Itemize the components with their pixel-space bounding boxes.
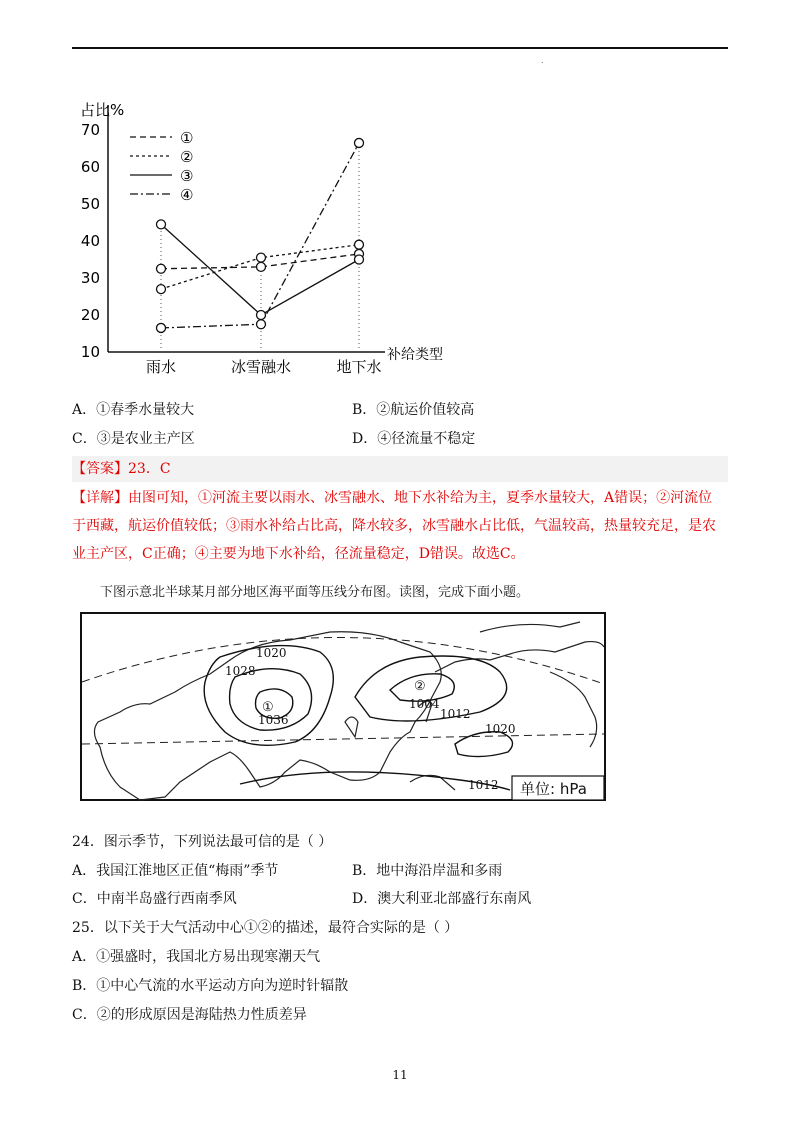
data-point: [257, 320, 266, 329]
center-label-1: ①: [262, 700, 274, 715]
q24-option-d: D．澳大利亚北部盛行东南风: [352, 891, 532, 907]
y-tick-label: 40: [80, 232, 100, 250]
q24-option-a: A．我国江淮地区正值“梅雨”季节: [72, 863, 279, 879]
q25-option-c: C．②的形成原因是海陆热力性质差异: [72, 1007, 307, 1023]
isobar-label-1004: 1004: [409, 697, 440, 711]
x-tick-label: 冰雪融水: [230, 358, 292, 376]
isobar-label-1036: 1036: [258, 713, 289, 727]
x-tick-label: 雨水: [145, 358, 177, 376]
answer-value: 23．C: [128, 461, 171, 477]
data-point: [355, 138, 364, 147]
page-number: 11: [392, 1068, 408, 1082]
data-point: [157, 285, 166, 294]
q23-option-d: D．④径流量不稳定: [352, 431, 476, 447]
isobar-map: [80, 612, 606, 802]
y-axis-label: 占比%: [80, 101, 125, 119]
data-point: [157, 264, 166, 273]
q25-option-a: A．①强盛时，我国北方易出现寒潮天气: [72, 949, 321, 965]
detail-label: 【详解】: [72, 490, 128, 506]
x-axis-label: 补给类型: [387, 347, 443, 363]
legend-label: ④: [180, 186, 194, 204]
detail-text-1: 由图可知，①河流主要以雨水、冰雪融水、地下水补给为主，夏季水量较大，A错误；②河流位: [128, 490, 713, 506]
header-mark: .: [541, 56, 544, 65]
detail-paragraph: [72, 484, 728, 568]
center-label-2: ②: [414, 679, 426, 694]
q24-option-c: C．中南半岛盛行西南季风: [72, 891, 237, 907]
isobar-label-1028: 1028: [225, 664, 256, 678]
y-tick-label: 30: [80, 269, 100, 287]
data-point: [257, 253, 266, 262]
answer-label: 【答案】: [72, 461, 128, 477]
q23-option-c: C．③是农业主产区: [72, 431, 195, 447]
detail-line-3: 业主产区，C正确；④主要为地下水补给，径流量稳定，D错误。故选C。: [72, 546, 525, 562]
y-tick-label: 20: [80, 306, 100, 324]
map-intro: 下图示意北半球某月部分地区海平面等压线分布图。读图，完成下面小题。: [100, 585, 530, 600]
y-tick-label: 50: [80, 195, 100, 213]
isobar-label-1020: 1020: [256, 646, 287, 660]
answer-line: [72, 459, 171, 479]
y-tick-label: 70: [80, 121, 100, 139]
q24-stem: 24．图示季节，下列说法最可信的是（ ）: [72, 834, 333, 850]
header-rule: [72, 47, 728, 49]
data-point: [355, 255, 364, 264]
detail-line-1: [72, 484, 728, 512]
data-point: [257, 262, 266, 271]
y-tick-label: 10: [80, 343, 100, 361]
y-tick-label: 60: [80, 158, 100, 176]
data-point: [157, 323, 166, 332]
legend-label: ③: [180, 167, 194, 185]
q23-option-b: B．②航运价值较高: [352, 402, 475, 418]
unit-label: 单位: hPa: [520, 780, 587, 798]
isobar-label-1012: 1012: [440, 707, 471, 721]
x-tick-label: 地下水: [336, 358, 382, 376]
legend-label: ②: [180, 148, 194, 166]
data-point: [257, 311, 266, 320]
detail-line-2: 于西藏，航运价值较低；③雨水补给占比高，降水较多，冰雪融水占比低，气温较高，热量较充足，是农: [72, 518, 716, 534]
q24-option-b: B．地中海沿岸温和多雨: [352, 863, 503, 879]
isobar-label-1020-ocean: 1020: [485, 722, 516, 736]
q25-option-b: B．①中心气流的水平运动方向为逆时针辐散: [72, 978, 349, 994]
q23-option-a: A．①春季水量较大: [72, 402, 195, 418]
q25-stem: 25．以下关于大气活动中心①②的描述，最符合实际的是（ ）: [72, 920, 459, 936]
runoff-supply-chart: [60, 90, 443, 390]
isobar-label-1012-south: 1012: [468, 778, 499, 792]
data-point: [157, 220, 166, 229]
legend-label: ①: [180, 129, 194, 147]
data-point: [355, 240, 364, 249]
